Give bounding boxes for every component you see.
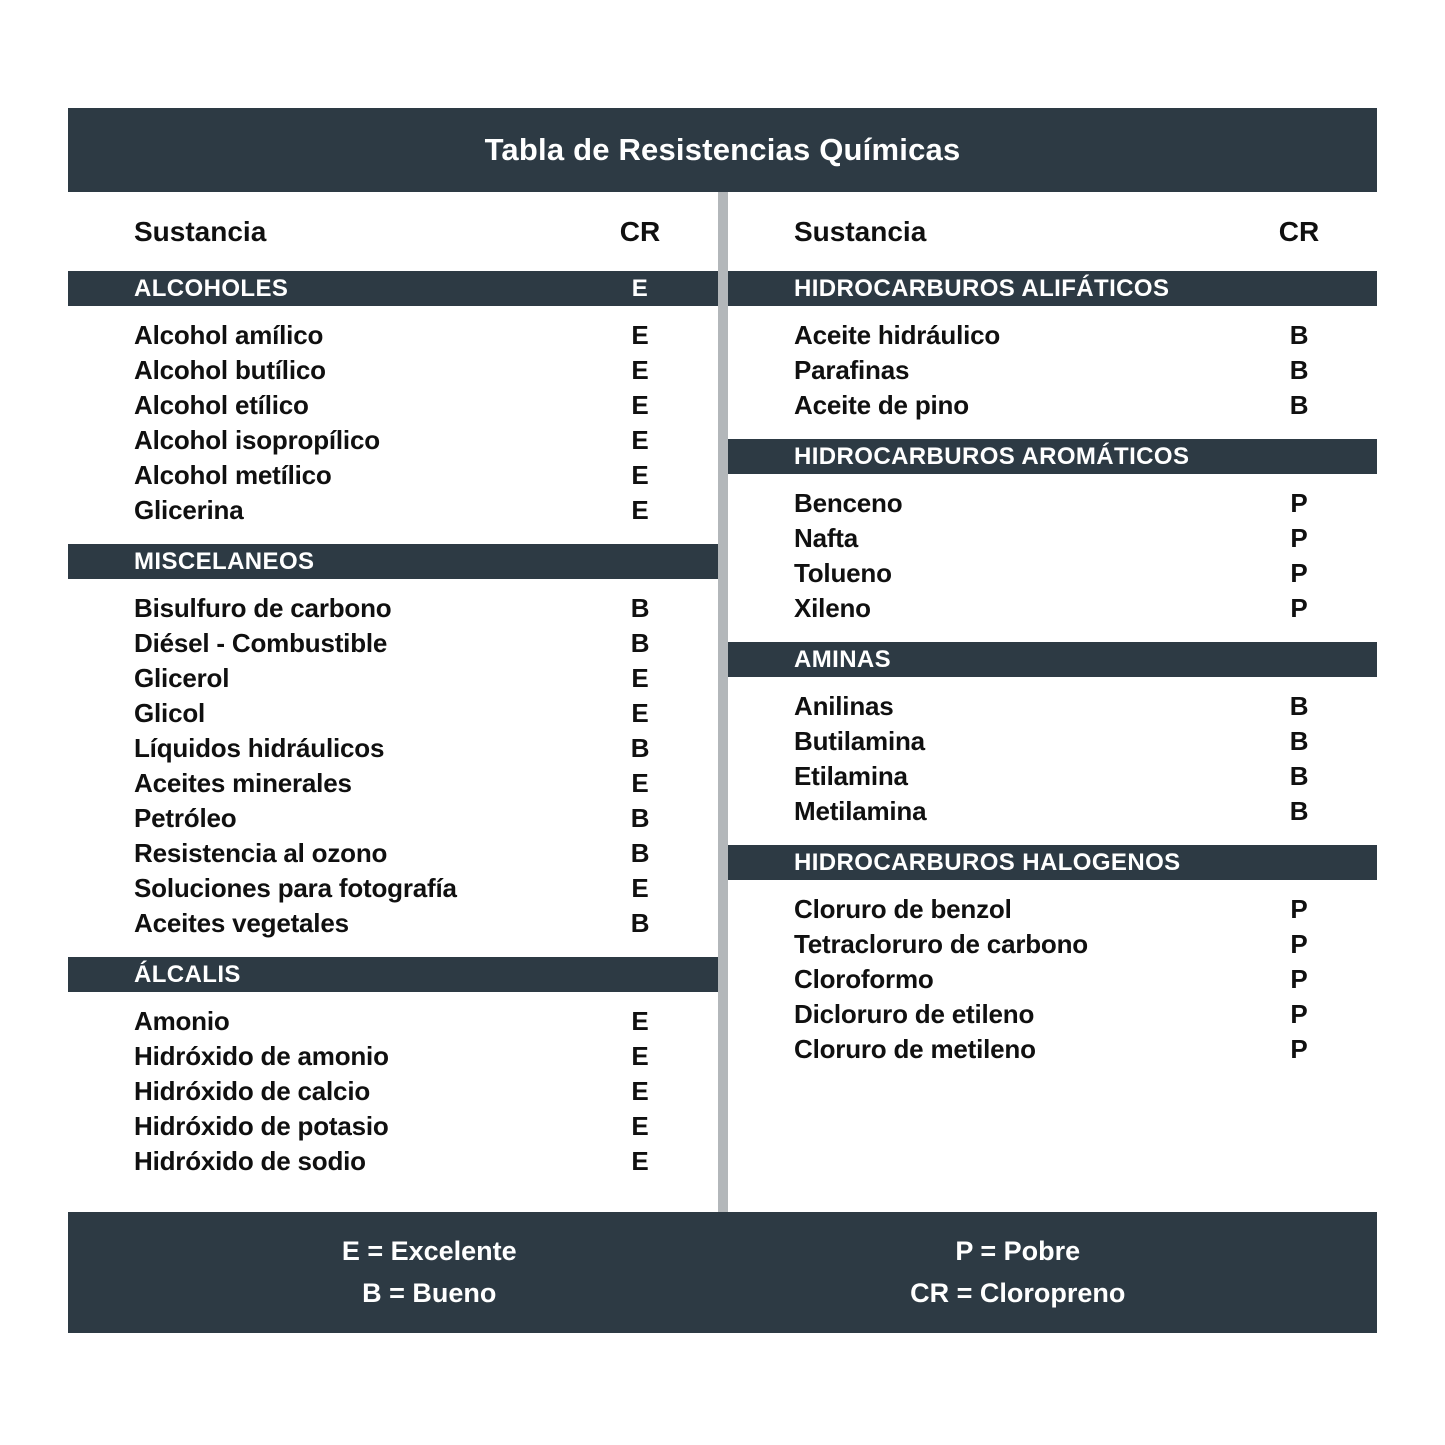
section-title: HIDROCARBUROS AROMÁTICOS (794, 442, 1190, 470)
substance-name: Líquidos hidráulicos (134, 733, 385, 763)
cr-value: B (1289, 355, 1309, 385)
section-items (68, 306, 718, 544)
table-row (134, 836, 670, 871)
substance-name: Glicerol (134, 663, 230, 693)
section-header (728, 845, 1377, 880)
substance-name: Alcohol butílico (134, 355, 326, 385)
cr-value: B (630, 803, 650, 833)
section-header (68, 271, 718, 306)
cr-value: P (1290, 999, 1308, 1029)
cr-value: B (1289, 320, 1309, 350)
table-row (134, 423, 670, 458)
table-row (134, 906, 670, 941)
section-items (728, 677, 1377, 845)
table-row (794, 388, 1329, 423)
cr-value: B (1289, 390, 1309, 420)
section-header (728, 642, 1377, 677)
section-items (68, 992, 718, 1195)
section-title: ÁLCALIS (134, 960, 241, 988)
substance-name: Aceites minerales (134, 768, 352, 798)
table-row (794, 521, 1329, 556)
table-row (134, 318, 670, 353)
cr-value: P (1290, 488, 1308, 518)
column-header (728, 192, 1377, 271)
substance-name: Alcohol isopropílico (134, 425, 380, 455)
table-row (134, 1144, 670, 1179)
table-row (794, 486, 1329, 521)
substance-name: Cloruro de benzol (794, 894, 1012, 924)
cr-value: E (631, 1006, 649, 1036)
cr-value: E (631, 1146, 649, 1176)
table-row (134, 1004, 670, 1039)
table-row (134, 871, 670, 906)
substance-name: Anilinas (794, 691, 894, 721)
substance-column-header: Sustancia (794, 215, 927, 247)
legend-item-bueno: B = Bueno (362, 1278, 497, 1308)
substance-name: Hidróxido de calcio (134, 1076, 371, 1106)
table-row (794, 318, 1329, 353)
cr-value: P (1290, 558, 1308, 588)
cr-value: E (631, 495, 649, 525)
cr-value: B (630, 733, 650, 763)
cr-value: P (1290, 523, 1308, 553)
section-header (728, 271, 1377, 306)
cr-value: E (631, 355, 649, 385)
cr-value: B (1289, 726, 1309, 756)
legend-item-excelente: E = Excelente (341, 1236, 517, 1266)
table-row (134, 626, 670, 661)
substance-name: Glicerina (134, 495, 244, 525)
substance-name: Aceite hidráulico (794, 320, 1001, 350)
column-divider (718, 192, 728, 1212)
table-row (794, 353, 1329, 388)
cr-value: E (631, 1111, 649, 1141)
table-row (794, 997, 1329, 1032)
cr-value: B (630, 908, 650, 938)
section-items (728, 880, 1377, 1083)
legend-item-cloropreno: CR = Cloropreno (910, 1278, 1126, 1308)
cr-value: P (1290, 929, 1308, 959)
cr-value: E (631, 873, 649, 903)
table-row (794, 962, 1329, 997)
substance-name: Alcohol metílico (134, 460, 332, 490)
substance-name: Glicol (134, 698, 206, 728)
substance-name: Resistencia al ozono (134, 838, 388, 868)
section-title: HIDROCARBUROS ALIFÁTICOS (794, 274, 1170, 302)
table-row (134, 1109, 670, 1144)
table-row (794, 591, 1329, 626)
table-row (794, 794, 1329, 829)
section-header (68, 544, 718, 579)
table-row (794, 927, 1329, 962)
cr-value: B (630, 593, 650, 623)
table-row (134, 1039, 670, 1074)
page-title: Tabla de Resistencias Químicas (484, 132, 961, 167)
table-row (134, 458, 670, 493)
table-row (134, 591, 670, 626)
cr-value: P (1290, 593, 1308, 623)
table-row (134, 731, 670, 766)
section-title: ALCOHOLES (134, 274, 289, 302)
substance-name: Petróleo (134, 803, 237, 833)
table-row (134, 801, 670, 836)
cr-value: B (1289, 691, 1309, 721)
substance-name: Benceno (794, 488, 903, 518)
substance-name: Hidróxido de sodio (134, 1146, 366, 1176)
substance-name: Butilamina (794, 726, 925, 756)
table-row (134, 353, 670, 388)
cr-value: E (631, 460, 649, 490)
section-items (728, 306, 1377, 439)
substance-name: Hidróxido de amonio (134, 1041, 389, 1071)
cr-value: B (1289, 796, 1309, 826)
substance-name: Parafinas (794, 355, 910, 385)
table-row (794, 689, 1329, 724)
table-row (134, 493, 670, 528)
cr-value: E (631, 698, 649, 728)
table-row (134, 388, 670, 423)
cr-value: E (631, 1076, 649, 1106)
section-items (728, 474, 1377, 642)
cr-value: E (631, 768, 649, 798)
cr-value: E (631, 320, 649, 350)
cr-value: E (631, 390, 649, 420)
section-header (728, 439, 1377, 474)
table-row (794, 556, 1329, 591)
legend-item-pobre: P = Pobre (955, 1236, 1081, 1266)
cr-value: P (1290, 964, 1308, 994)
table-title-bar (68, 108, 1377, 192)
substance-name: Alcohol amílico (134, 320, 324, 350)
table-row (134, 766, 670, 801)
substance-name: Amonio (134, 1006, 230, 1036)
section-items (68, 579, 718, 957)
cr-value: P (1290, 894, 1308, 924)
substance-name: Tolueno (794, 558, 892, 588)
cr-column-header: CR (1278, 215, 1320, 247)
section-title: HIDROCARBUROS HALOGENOS (794, 848, 1181, 876)
substance-name: Hidróxido de potasio (134, 1111, 389, 1141)
table-row (134, 661, 670, 696)
substance-name: Diésel - Combustible (134, 628, 388, 658)
column-header (68, 192, 718, 271)
substance-column-header: Sustancia (134, 215, 267, 247)
legend-right (691, 1212, 1346, 1333)
substance-name: Nafta (794, 523, 859, 553)
substance-name: Aceite de pino (794, 390, 969, 420)
left-column (68, 192, 718, 1212)
table-row (134, 1074, 670, 1109)
section-cr-value: E (631, 274, 649, 302)
cr-value: B (1289, 761, 1309, 791)
substance-name: Etilamina (794, 761, 908, 791)
cr-value: E (631, 663, 649, 693)
section-title: MISCELANEOS (134, 547, 315, 575)
table-row (794, 759, 1329, 794)
substance-name: Bisulfuro de carbono (134, 593, 392, 623)
cr-value: B (630, 628, 650, 658)
substance-name: Xileno (794, 593, 871, 623)
section-header (68, 957, 718, 992)
table-row (794, 724, 1329, 759)
cr-value: E (631, 1041, 649, 1071)
substance-name: Dicloruro de etileno (794, 999, 1035, 1029)
substance-name: Soluciones para fotografía (134, 873, 457, 903)
substance-name: Cloroformo (794, 964, 934, 994)
table-body (68, 192, 1377, 1212)
legend-bar (68, 1212, 1377, 1333)
substance-name: Aceites vegetales (134, 908, 349, 938)
chemical-resistance-table (68, 108, 1377, 1333)
right-column (728, 192, 1377, 1212)
cr-value: E (631, 425, 649, 455)
substance-name: Cloruro de metileno (794, 1034, 1036, 1064)
substance-name: Tetracloruro de carbono (794, 929, 1088, 959)
cr-value: P (1290, 1034, 1308, 1064)
table-row (794, 892, 1329, 927)
table-row (794, 1032, 1329, 1067)
cr-column-header: CR (619, 215, 661, 247)
cr-value: B (630, 838, 650, 868)
substance-name: Metilamina (794, 796, 927, 826)
section-title: AMINAS (794, 645, 892, 673)
table-row (134, 696, 670, 731)
legend-left (102, 1212, 757, 1333)
substance-name: Alcohol etílico (134, 390, 309, 420)
